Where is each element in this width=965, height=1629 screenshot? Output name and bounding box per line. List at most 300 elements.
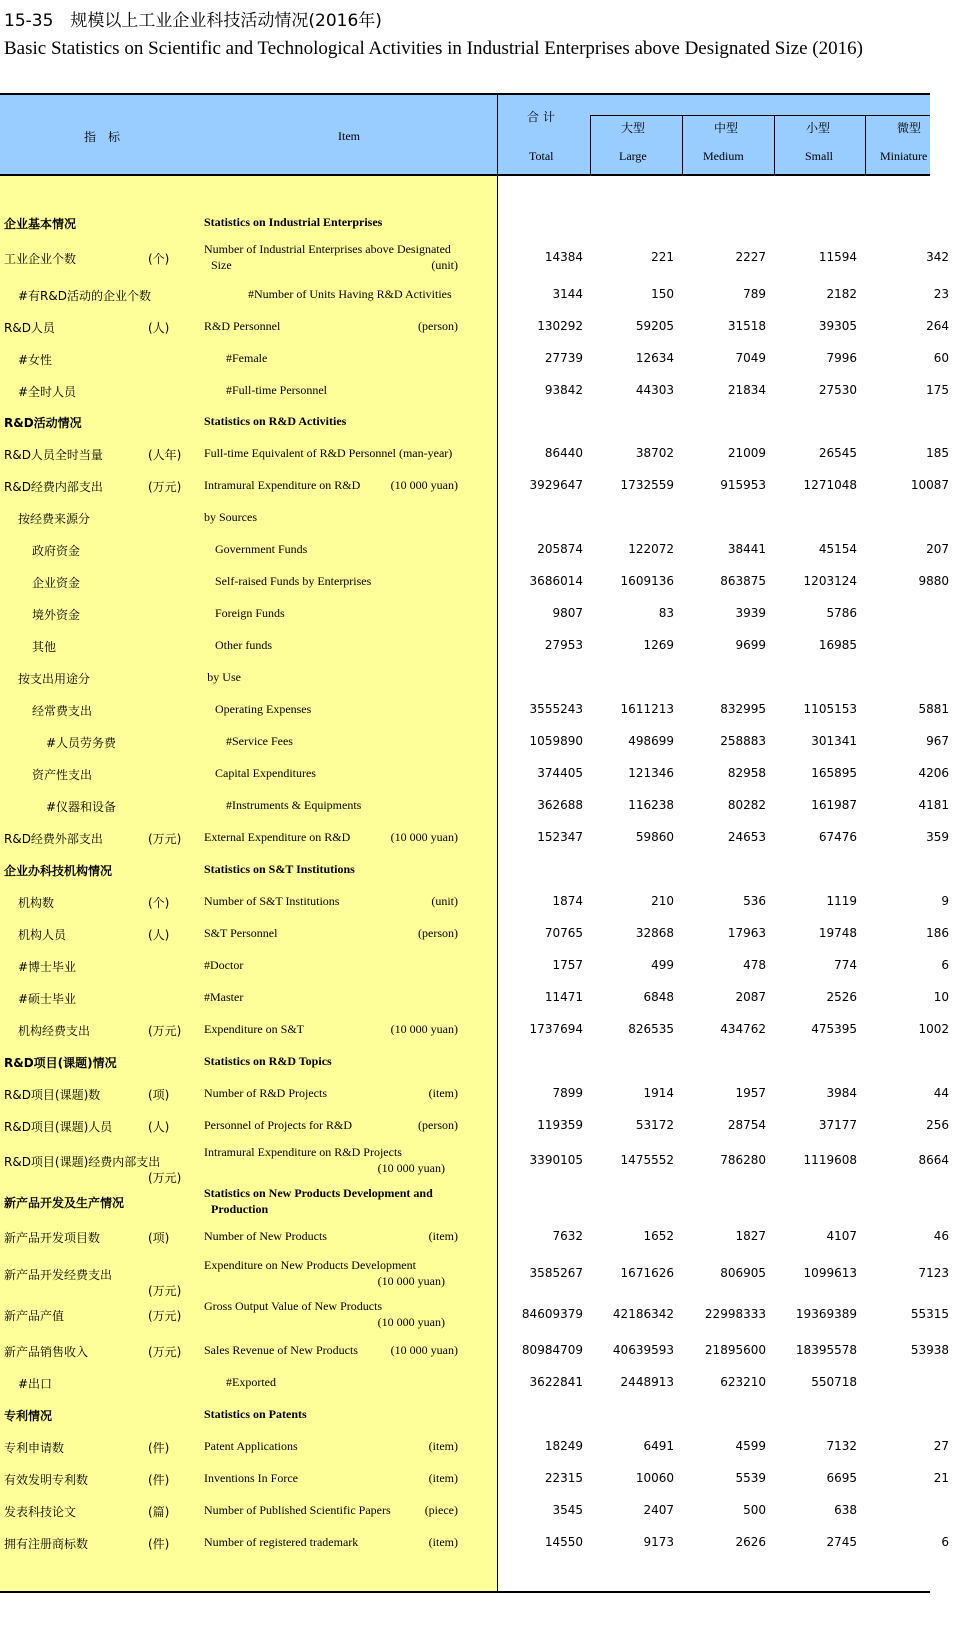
table-cell-small: 5786 bbox=[826, 606, 857, 620]
table-cell-total: 130292 bbox=[537, 319, 583, 333]
table-cell-total: 3144 bbox=[552, 287, 583, 301]
table-cell-small: 550718 bbox=[811, 1375, 857, 1389]
table-cell-medium: 82958 bbox=[727, 766, 766, 780]
header-large-en: Large bbox=[619, 149, 647, 163]
table-cell-total: 7899 bbox=[552, 1086, 583, 1100]
table-cell-small: 19369389 bbox=[795, 1307, 857, 1321]
table-cell-small: 16985 bbox=[818, 638, 857, 652]
section-heading-cn: R&D活动情况 bbox=[4, 416, 82, 430]
indicator-en: #Exported bbox=[226, 1375, 276, 1389]
table-cell-miniature: 23 bbox=[933, 287, 949, 301]
table-cell-small: 2745 bbox=[826, 1535, 857, 1549]
table-cell-total: 22315 bbox=[544, 1471, 583, 1485]
table-cell-total: 93842 bbox=[544, 383, 583, 397]
table-cell-miniature: 9880 bbox=[918, 574, 949, 588]
indicator-unit-en: (unit) bbox=[431, 258, 458, 272]
header-medium-cn: 中型 bbox=[714, 121, 739, 135]
indicator-cn: 新产品开发项目数 bbox=[4, 1231, 101, 1245]
table-cell-medium: 1827 bbox=[735, 1229, 766, 1243]
table-cell-large: 116238 bbox=[628, 798, 674, 812]
table-cell-large: 1475552 bbox=[620, 1153, 674, 1167]
table-cell-miniature: 207 bbox=[926, 542, 949, 556]
table-cell-small: 4107 bbox=[826, 1229, 857, 1243]
table-cell-large: 44303 bbox=[635, 383, 674, 397]
header-large-cn: 大型 bbox=[621, 121, 646, 135]
indicator-unit-cn: (万元) bbox=[148, 480, 182, 494]
table-cell-large: 2448913 bbox=[620, 1375, 674, 1389]
indicator-unit-cn: (万元) bbox=[148, 1284, 182, 1298]
section-heading-cn: R&D项目(课题)情况 bbox=[4, 1056, 117, 1070]
indicator-en: Number of S&T Institutions bbox=[204, 894, 340, 908]
table-cell-total: 119359 bbox=[537, 1118, 583, 1132]
table-cell-small: 3984 bbox=[826, 1086, 857, 1100]
indicator-unit-en: (person) bbox=[418, 1118, 458, 1132]
table-title-en: Basic Statistics on Scientific and Technological Activities in Industrial Enterprises above Designated Size (2016) bbox=[4, 38, 863, 59]
table-cell-small: 6695 bbox=[826, 1471, 857, 1485]
indicator-unit-cn: (篇) bbox=[148, 1505, 170, 1519]
table-cell-large: 40639593 bbox=[612, 1343, 674, 1357]
header-mini-cn: 微型 bbox=[897, 121, 922, 135]
indicator-cn: R&D项目(课题)经费内部支出 bbox=[4, 1155, 161, 1169]
table-cell-small: 7996 bbox=[826, 351, 857, 365]
table-cell-total: 3622841 bbox=[529, 1375, 583, 1389]
indicator-en: Full-time Equivalent of R&D Personnel (man-year) bbox=[204, 446, 453, 460]
table-cell-miniature: 4206 bbox=[918, 766, 949, 780]
indicator-en: Number of Industrial Enterprises above Designated bbox=[204, 242, 451, 256]
indicator-en: Number of registered trademark bbox=[204, 1535, 359, 1549]
indicator-cn: #硕士毕业 bbox=[18, 992, 77, 1006]
table-cell-medium: 434762 bbox=[720, 1022, 766, 1036]
indicator-cn: R&D经费内部支出 bbox=[4, 480, 103, 494]
table-cell-large: 9173 bbox=[643, 1535, 674, 1549]
table-cell-small: 1105153 bbox=[803, 702, 857, 716]
table-cell-total: 80984709 bbox=[521, 1343, 583, 1357]
table-cell-large: 1732559 bbox=[620, 478, 674, 492]
section-heading-cn: 企业基本情况 bbox=[4, 217, 77, 231]
table-cell-total: 18249 bbox=[544, 1439, 583, 1453]
table-cell-small: 2526 bbox=[826, 990, 857, 1004]
table-cell-medium: 863875 bbox=[720, 574, 766, 588]
table-cell-medium: 22998333 bbox=[704, 1307, 766, 1321]
indicator-cn: 经常费支出 bbox=[32, 704, 93, 718]
indicator-en: Gross Output Value of New Products bbox=[204, 1299, 383, 1313]
section-heading-cn: 专利情况 bbox=[4, 1409, 53, 1423]
table-cell-small: 67476 bbox=[818, 830, 857, 844]
table-cell-miniature: 175 bbox=[926, 383, 949, 397]
header-total-cn: 合 计 bbox=[527, 110, 555, 124]
table-cell-large: 32868 bbox=[635, 926, 674, 940]
table-cell-miniature: 6 bbox=[941, 1535, 949, 1549]
table-cell-medium: 2227 bbox=[735, 250, 766, 264]
table-cell-medium: 500 bbox=[743, 1503, 766, 1517]
header-col-divider bbox=[682, 115, 683, 174]
indicator-cn: #有R&D活动的企业个数 bbox=[18, 289, 151, 303]
indicator-cn: R&D人员全时当量 bbox=[4, 448, 103, 462]
table-cell-medium: 832995 bbox=[720, 702, 766, 716]
indicator-en: Patent Applications bbox=[204, 1439, 298, 1453]
indicator-en: Government Funds bbox=[215, 542, 308, 556]
table-cell-total: 27739 bbox=[544, 351, 583, 365]
indicator-cn: R&D人员 bbox=[4, 321, 55, 335]
table-cell-miniature: 4181 bbox=[918, 798, 949, 812]
indicator-unit-cn: (个) bbox=[148, 896, 170, 910]
table-cell-medium: 478 bbox=[743, 958, 766, 972]
table-cell-small: 26545 bbox=[818, 446, 857, 460]
indicator-cn: 政府资金 bbox=[32, 544, 81, 558]
indicator-unit-en: (person) bbox=[418, 926, 458, 940]
table-cell-large: 122072 bbox=[628, 542, 674, 556]
table-cell-total: 205874 bbox=[537, 542, 583, 556]
table-cell-small: 19748 bbox=[818, 926, 857, 940]
section-heading-en: Statistics on Patents bbox=[204, 1407, 307, 1421]
table-cell-small: 1119 bbox=[826, 894, 857, 908]
table-cell-miniature: 44 bbox=[933, 1086, 949, 1100]
indicator-cn: 新产品产值 bbox=[4, 1309, 65, 1323]
indicator-cn: 境外资金 bbox=[32, 608, 81, 622]
table-cell-miniature: 185 bbox=[926, 446, 949, 460]
table-cell-large: 1269 bbox=[643, 638, 674, 652]
table-cell-total: 152347 bbox=[537, 830, 583, 844]
section-heading-en: Statistics on New Products Development and bbox=[204, 1186, 433, 1200]
indicator-cn: 拥有注册商标数 bbox=[4, 1537, 89, 1551]
indicator-cn: R&D项目(课题)人员 bbox=[4, 1120, 113, 1134]
table-cell-small: 37177 bbox=[818, 1118, 857, 1132]
header-col-divider bbox=[865, 115, 866, 174]
indicator-cn: 发表科技论文 bbox=[4, 1505, 77, 1519]
table-cell-large: 12634 bbox=[635, 351, 674, 365]
table-cell-small: 161987 bbox=[811, 798, 857, 812]
indicator-en: Expenditure on S&T bbox=[204, 1022, 304, 1036]
indicator-cn: 其他 bbox=[32, 640, 57, 654]
indicator-unit-cn: (万元) bbox=[148, 832, 182, 846]
table-cell-large: 6491 bbox=[643, 1439, 674, 1453]
header-left-bg bbox=[0, 95, 497, 174]
table-cell-miniature: 55315 bbox=[910, 1307, 949, 1321]
indicator-en: Self-raised Funds by Enterprises bbox=[215, 574, 372, 588]
table-cell-large: 1914 bbox=[643, 1086, 674, 1100]
table-cell-large: 2407 bbox=[643, 1503, 674, 1517]
indicator-cn: 有效发明专利数 bbox=[4, 1473, 89, 1487]
table-cell-miniature: 359 bbox=[926, 830, 949, 844]
table-cell-small: 11594 bbox=[818, 250, 857, 264]
table-cell-large: 1652 bbox=[643, 1229, 674, 1243]
indicator-en: Size bbox=[211, 258, 232, 272]
indicator-cn: 按经费来源分 bbox=[18, 512, 91, 526]
table-cell-miniature: 53938 bbox=[910, 1343, 949, 1357]
indicator-unit-en: (item) bbox=[428, 1471, 458, 1485]
table-cell-total: 1757 bbox=[552, 958, 583, 972]
header-col-divider bbox=[590, 115, 591, 174]
table-cell-medium: 80282 bbox=[727, 798, 766, 812]
indicator-cn: R&D项目(课题)数 bbox=[4, 1088, 101, 1102]
table-cell-medium: 21834 bbox=[727, 383, 766, 397]
indicator-unit-cn: (个) bbox=[148, 252, 170, 266]
indicator-cn: #全时人员 bbox=[18, 385, 77, 399]
indicator-cn: 新产品开发经费支出 bbox=[4, 1268, 113, 1282]
table-cell-large: 83 bbox=[658, 606, 674, 620]
section-heading-cn: 新产品开发及生产情况 bbox=[4, 1196, 125, 1210]
indicator-en: Intramural Expenditure on R&D Projects bbox=[204, 1145, 402, 1159]
indicator-cn: #博士毕业 bbox=[18, 960, 77, 974]
table-cell-medium: 4599 bbox=[735, 1439, 766, 1453]
indicator-unit-en: (10 000 yuan) bbox=[390, 478, 458, 492]
table-cell-small: 301341 bbox=[811, 734, 857, 748]
column-divider bbox=[497, 95, 498, 1591]
indicator-unit-en: (10 000 yuan) bbox=[377, 1315, 445, 1329]
table-cell-small: 638 bbox=[834, 1503, 857, 1517]
table-cell-medium: 2626 bbox=[735, 1535, 766, 1549]
indicator-en: External Expenditure on R&D bbox=[204, 830, 351, 844]
table-cell-miniature: 21 bbox=[933, 1471, 949, 1485]
table-cell-miniature: 9 bbox=[941, 894, 949, 908]
table-cell-large: 38702 bbox=[635, 446, 674, 460]
header-small-en: Small bbox=[805, 149, 834, 163]
indicator-unit-cn: (万元) bbox=[148, 1309, 182, 1323]
table-cell-medium: 24653 bbox=[727, 830, 766, 844]
table-cell-small: 1271048 bbox=[803, 478, 857, 492]
table-cell-large: 210 bbox=[651, 894, 674, 908]
indicator-cn: 新产品销售收入 bbox=[4, 1345, 89, 1359]
table-cell-medium: 623210 bbox=[720, 1375, 766, 1389]
indicator-unit-cn: (件) bbox=[148, 1537, 170, 1551]
table-cell-miniature: 46 bbox=[933, 1229, 949, 1243]
indicator-cn: 工业企业个数 bbox=[4, 252, 77, 266]
indicator-unit-en: (10 000 yuan) bbox=[377, 1274, 445, 1288]
table-cell-large: 42186342 bbox=[612, 1307, 674, 1321]
indicator-cn: #出口 bbox=[18, 1377, 53, 1391]
indicator-en: Other funds bbox=[215, 638, 272, 652]
table-cell-miniature: 27 bbox=[933, 1439, 949, 1453]
table-cell-total: 3555243 bbox=[529, 702, 583, 716]
table-cell-miniature: 5881 bbox=[918, 702, 949, 716]
table-cell-medium: 28754 bbox=[727, 1118, 766, 1132]
indicator-unit-en: (item) bbox=[428, 1535, 458, 1549]
table-cell-medium: 5539 bbox=[735, 1471, 766, 1485]
header-col-divider bbox=[774, 115, 775, 174]
indicator-en: Personnel of Projects for R&D bbox=[204, 1118, 352, 1132]
table-cell-medium: 786280 bbox=[720, 1153, 766, 1167]
indicator-en: by Use bbox=[207, 670, 241, 684]
table-cell-total: 70765 bbox=[544, 926, 583, 940]
header-subgroup-rule bbox=[590, 115, 930, 116]
indicator-unit-cn: (万元) bbox=[148, 1171, 182, 1185]
indicator-unit-cn: (人) bbox=[148, 1120, 170, 1134]
table-cell-miniature: 10087 bbox=[910, 478, 949, 492]
table-cell-total: 1737694 bbox=[529, 1022, 583, 1036]
table-cell-medium: 9699 bbox=[735, 638, 766, 652]
indicator-cn: 机构数 bbox=[18, 896, 55, 910]
table-cell-large: 6848 bbox=[643, 990, 674, 1004]
table-bottom-rule bbox=[0, 1591, 930, 1593]
indicator-unit-cn: (项) bbox=[148, 1088, 170, 1102]
indicator-en: Sales Revenue of New Products bbox=[204, 1343, 358, 1357]
table-cell-total: 3929647 bbox=[529, 478, 583, 492]
indicator-unit-cn: (项) bbox=[148, 1231, 170, 1245]
table-cell-medium: 21009 bbox=[727, 446, 766, 460]
indicator-cn: 机构人员 bbox=[18, 928, 67, 942]
indicator-en: Number of Published Scientific Papers bbox=[204, 1503, 391, 1517]
table-cell-miniature: 8664 bbox=[918, 1153, 949, 1167]
table-cell-large: 1671626 bbox=[620, 1266, 674, 1280]
indicator-en: Foreign Funds bbox=[215, 606, 285, 620]
table-cell-small: 475395 bbox=[811, 1022, 857, 1036]
indicator-en: R&D Personnel bbox=[204, 319, 281, 333]
table-cell-miniature: 1002 bbox=[918, 1022, 949, 1036]
table-cell-total: 11471 bbox=[544, 990, 583, 1004]
table-cell-miniature: 10 bbox=[933, 990, 949, 1004]
indicator-en: #Master bbox=[204, 990, 244, 1004]
table-cell-large: 499 bbox=[651, 958, 674, 972]
indicator-en: Number of R&D Projects bbox=[204, 1086, 327, 1100]
table-cell-medium: 3939 bbox=[735, 606, 766, 620]
indicator-cn: 机构经费支出 bbox=[18, 1024, 91, 1038]
table-title-cn: 15-35 规模以上工业企业科技活动情况(2016年) bbox=[4, 11, 382, 31]
section-heading-en: Statistics on R&D Activities bbox=[204, 414, 347, 428]
table-cell-total: 86440 bbox=[544, 446, 583, 460]
indicator-unit-cn: (人) bbox=[148, 928, 170, 942]
header-total-en: Total bbox=[529, 149, 554, 163]
table-cell-large: 59860 bbox=[635, 830, 674, 844]
indicator-cn: #仪器和设备 bbox=[46, 800, 117, 814]
table-cell-small: 1203124 bbox=[803, 574, 857, 588]
table-cell-total: 3585267 bbox=[529, 1266, 583, 1280]
indicator-en: Operating Expenses bbox=[215, 702, 312, 716]
table-cell-total: 3545 bbox=[552, 1503, 583, 1517]
table-cell-total: 3390105 bbox=[529, 1153, 583, 1167]
table-cell-total: 3686014 bbox=[529, 574, 583, 588]
table-cell-large: 150 bbox=[651, 287, 674, 301]
header-small-cn: 小型 bbox=[806, 121, 831, 135]
indicator-cn: R&D经费外部支出 bbox=[4, 832, 103, 846]
indicator-unit-en: (10 000 yuan) bbox=[390, 1022, 458, 1036]
indicator-unit-en: (10 000 yuan) bbox=[377, 1161, 445, 1175]
indicator-unit-cn: (件) bbox=[148, 1441, 170, 1455]
indicator-unit-cn: (人年) bbox=[148, 448, 182, 462]
indicator-en: #Doctor bbox=[204, 958, 244, 972]
section-heading-en: Statistics on S&T Institutions bbox=[204, 862, 355, 876]
table-cell-total: 362688 bbox=[537, 798, 583, 812]
table-cell-miniature: 60 bbox=[933, 351, 949, 365]
indicator-unit-en: (piece) bbox=[424, 1503, 458, 1517]
indicator-unit-en: (10 000 yuan) bbox=[390, 830, 458, 844]
table-cell-large: 10060 bbox=[635, 1471, 674, 1485]
table-cell-total: 7632 bbox=[552, 1229, 583, 1243]
table-cell-medium: 258883 bbox=[720, 734, 766, 748]
table-cell-small: 45154 bbox=[818, 542, 857, 556]
indicator-en: Expenditure on New Products Development bbox=[204, 1258, 416, 1272]
table-cell-small: 7132 bbox=[826, 1439, 857, 1453]
indicator-en: Inventions In Force bbox=[204, 1471, 298, 1485]
indicator-cn: 按支出用途分 bbox=[18, 672, 91, 686]
indicator-unit-en: (unit) bbox=[431, 894, 458, 908]
indicator-en: S&T Personnel bbox=[204, 926, 278, 940]
table-cell-medium: 21895600 bbox=[704, 1343, 766, 1357]
table-cell-medium: 17963 bbox=[727, 926, 766, 940]
table-cell-small: 2182 bbox=[826, 287, 857, 301]
indicator-cn: 专利申请数 bbox=[4, 1441, 65, 1455]
indicator-en: by Sources bbox=[204, 510, 257, 524]
indicator-en: #Service Fees bbox=[226, 734, 293, 748]
table-cell-small: 18395578 bbox=[795, 1343, 857, 1357]
table-cell-small: 1099613 bbox=[803, 1266, 857, 1280]
indicator-en: Capital Expenditures bbox=[215, 766, 316, 780]
table-cell-miniature: 342 bbox=[926, 250, 949, 264]
table-cell-medium: 31518 bbox=[727, 319, 766, 333]
indicator-unit-en: (item) bbox=[428, 1439, 458, 1453]
header-indicator-cn: 指 标 bbox=[84, 130, 121, 144]
section-heading-en: Statistics on R&D Topics bbox=[204, 1054, 332, 1068]
section-heading-cn: 企业办科技机构情况 bbox=[4, 864, 113, 878]
indicator-unit-cn: (件) bbox=[148, 1473, 170, 1487]
header-bottom-rule bbox=[0, 174, 930, 176]
table-cell-medium: 915953 bbox=[720, 478, 766, 492]
indicator-unit-cn: (万元) bbox=[148, 1024, 182, 1038]
indicator-en: #Instruments & Equipments bbox=[226, 798, 362, 812]
table-cell-large: 498699 bbox=[628, 734, 674, 748]
section-heading-en: Production bbox=[211, 1202, 269, 1216]
table-cell-large: 826535 bbox=[628, 1022, 674, 1036]
indicator-cn: 企业资金 bbox=[32, 576, 81, 590]
table-cell-total: 1874 bbox=[552, 894, 583, 908]
table-cell-total: 27953 bbox=[544, 638, 583, 652]
table-cell-total: 84609379 bbox=[521, 1307, 583, 1321]
table-cell-large: 1611213 bbox=[620, 702, 674, 716]
table-cell-miniature: 264 bbox=[926, 319, 949, 333]
table-cell-small: 27530 bbox=[818, 383, 857, 397]
header-medium-en: Medium bbox=[703, 149, 744, 163]
table-cell-total: 1059890 bbox=[529, 734, 583, 748]
table-cell-large: 59205 bbox=[635, 319, 674, 333]
table-cell-miniature: 6 bbox=[941, 958, 949, 972]
table-cell-large: 1609136 bbox=[620, 574, 674, 588]
table-cell-medium: 1957 bbox=[735, 1086, 766, 1100]
indicator-en: #Full-time Personnel bbox=[226, 383, 327, 397]
table-cell-miniature: 186 bbox=[926, 926, 949, 940]
header-item-en: Item bbox=[338, 129, 360, 143]
indicator-cn: #人员劳务费 bbox=[46, 736, 117, 750]
table-cell-large: 221 bbox=[651, 250, 674, 264]
header-mini-en: Miniature bbox=[880, 149, 928, 163]
table-cell-medium: 38441 bbox=[727, 542, 766, 556]
indicator-cn: #女性 bbox=[18, 353, 53, 367]
table-cell-small: 165895 bbox=[811, 766, 857, 780]
section-heading-en: Statistics on Industrial Enterprises bbox=[204, 215, 383, 229]
table-cell-large: 121346 bbox=[628, 766, 674, 780]
indicator-en: Number of New Products bbox=[204, 1229, 327, 1243]
indicator-unit-cn: (人) bbox=[148, 321, 170, 335]
table-cell-medium: 806905 bbox=[720, 1266, 766, 1280]
table-cell-total: 14550 bbox=[544, 1535, 583, 1549]
table-cell-total: 14384 bbox=[544, 250, 583, 264]
indicator-en: #Female bbox=[226, 351, 268, 365]
indicator-en: #Number of Units Having R&D Activities bbox=[248, 287, 452, 301]
table-cell-total: 9807 bbox=[552, 606, 583, 620]
table-cell-miniature: 967 bbox=[926, 734, 949, 748]
indicator-cn: 资产性支出 bbox=[32, 768, 93, 782]
indicator-en: Intramural Expenditure on R&D bbox=[204, 478, 361, 492]
table-cell-small: 39305 bbox=[818, 319, 857, 333]
table-cell-medium: 7049 bbox=[735, 351, 766, 365]
table-cell-total: 374405 bbox=[537, 766, 583, 780]
table-cell-medium: 2087 bbox=[735, 990, 766, 1004]
table-cell-small: 1119608 bbox=[803, 1153, 857, 1167]
indicator-unit-en: (10 000 yuan) bbox=[390, 1343, 458, 1357]
table-cell-large: 53172 bbox=[635, 1118, 674, 1132]
indicator-unit-cn: (万元) bbox=[148, 1345, 182, 1359]
table-cell-medium: 536 bbox=[743, 894, 766, 908]
indicator-unit-en: (item) bbox=[428, 1086, 458, 1100]
table-cell-miniature: 256 bbox=[926, 1118, 949, 1132]
